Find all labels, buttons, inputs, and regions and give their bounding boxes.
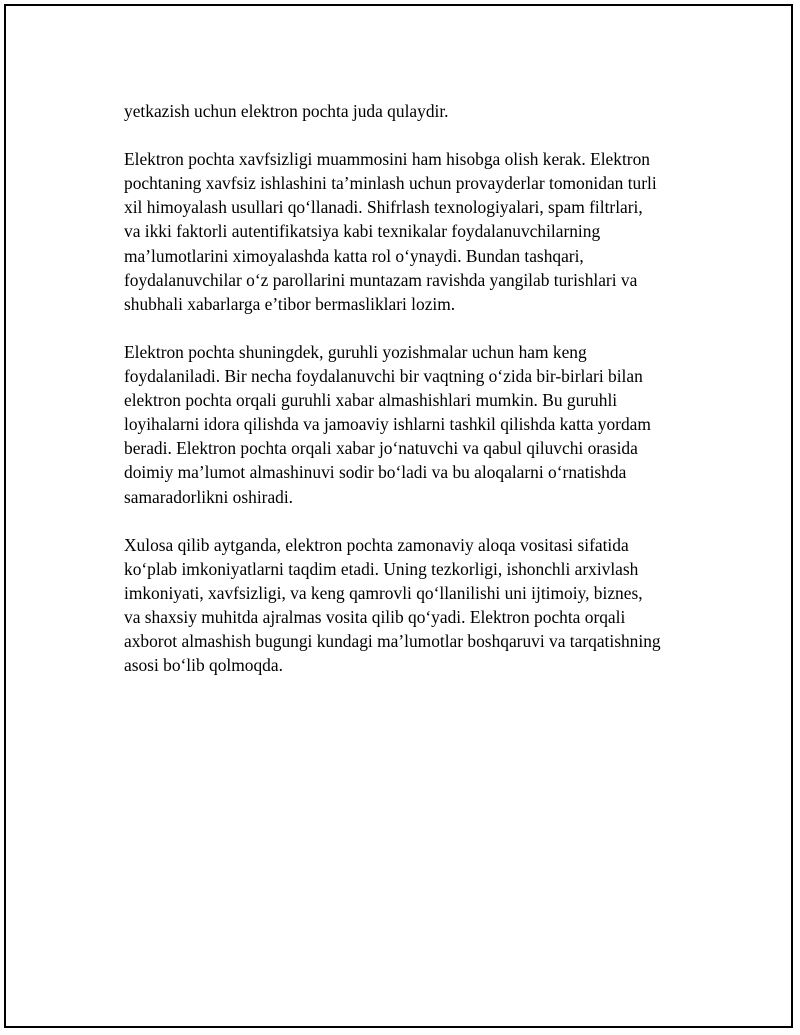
text-line: xil himoyalash usullari qo‘llanadi. Shifrlash texnologiyalari, spam filtrlari, [124, 197, 643, 218]
text-line: va shaxsiy muhitda ajralmas vosita qilib qo‘yadi. Elektron pochta orqali [124, 606, 626, 627]
text-line: foydalanuvchilar o‘z parollarini muntazam ravishda yangilab turishlari va [124, 269, 638, 290]
text-line: beradi. Elektron pochta orqali xabar jo‘natuvchi va qabul qiluvchi orasida [124, 438, 638, 459]
paragraph-3 [124, 340, 704, 509]
paragraph-spacer [124, 509, 704, 533]
paragraph-2 [124, 147, 704, 316]
text-line: yetkazish uchun elektron pochta juda qulaydir. [124, 101, 449, 121]
text-line: foydalaniladi. Bir necha foydalanuvchi bir vaqtning o‘zida bir-birlari bilan [124, 366, 643, 387]
text-line: va ikki faktorli autentifikatsiya kabi texnikalar foydalanuvchilarning [124, 221, 601, 242]
paragraph-spacer [124, 123, 704, 147]
page-frame [4, 4, 793, 1028]
text-line: Elektron pochta shuningdek, guruhli yozishmalar uchun ham keng [124, 341, 587, 362]
text-line: ma’lumotlarini ximoyalashda katta rol o‘ynaydi. Bundan tashqari, [124, 245, 584, 266]
paragraph-4 [124, 533, 704, 678]
text-line: ko‘plab imkoniyatlarni taqdim etadi. Uning tezkorligi, ishonchli arxivlash [124, 558, 639, 579]
text-line: asosi bo‘lib qolmoqda. [124, 655, 283, 676]
paragraph-1 [124, 99, 704, 123]
paragraph-spacer [124, 316, 704, 340]
document-body [124, 99, 704, 677]
text-line: imkoniyati, xavfsizligi, va keng qamrovli qo‘llanilishi uni ijtimoiy, biznes, [124, 582, 643, 603]
text-line: Elektron pochta xavfsizligi muammosini ham hisobga olish kerak. Elektron [124, 149, 650, 170]
text-line: Xulosa qilib aytganda, elektron pochta zamonaviy aloqa vositasi sifatida [124, 534, 629, 555]
text-line: elektron pochta orqali guruhli xabar almashishlari mumkin. Bu guruhli [124, 390, 618, 411]
text-line: shubhali xabarlarga e’tibor bermasliklari lozim. [124, 293, 456, 314]
text-line: samaradorlikni oshiradi. [124, 486, 294, 507]
text-line: axborot almashish bugungi kundagi ma’lumotlar boshqaruvi va tarqatishning [124, 631, 661, 652]
text-line: doimiy ma’lumot almashinuvi sodir bo‘ladi va bu aloqalarni o‘rnatishda [124, 462, 627, 483]
text-line: pochtaning xavfsiz ishlashini ta’minlash uchun provayderlar tomonidan turli [124, 173, 657, 194]
text-line: loyihalarni idora qilishda va jamoaviy ishlarni tashkil qilishda katta yordam [124, 414, 651, 435]
